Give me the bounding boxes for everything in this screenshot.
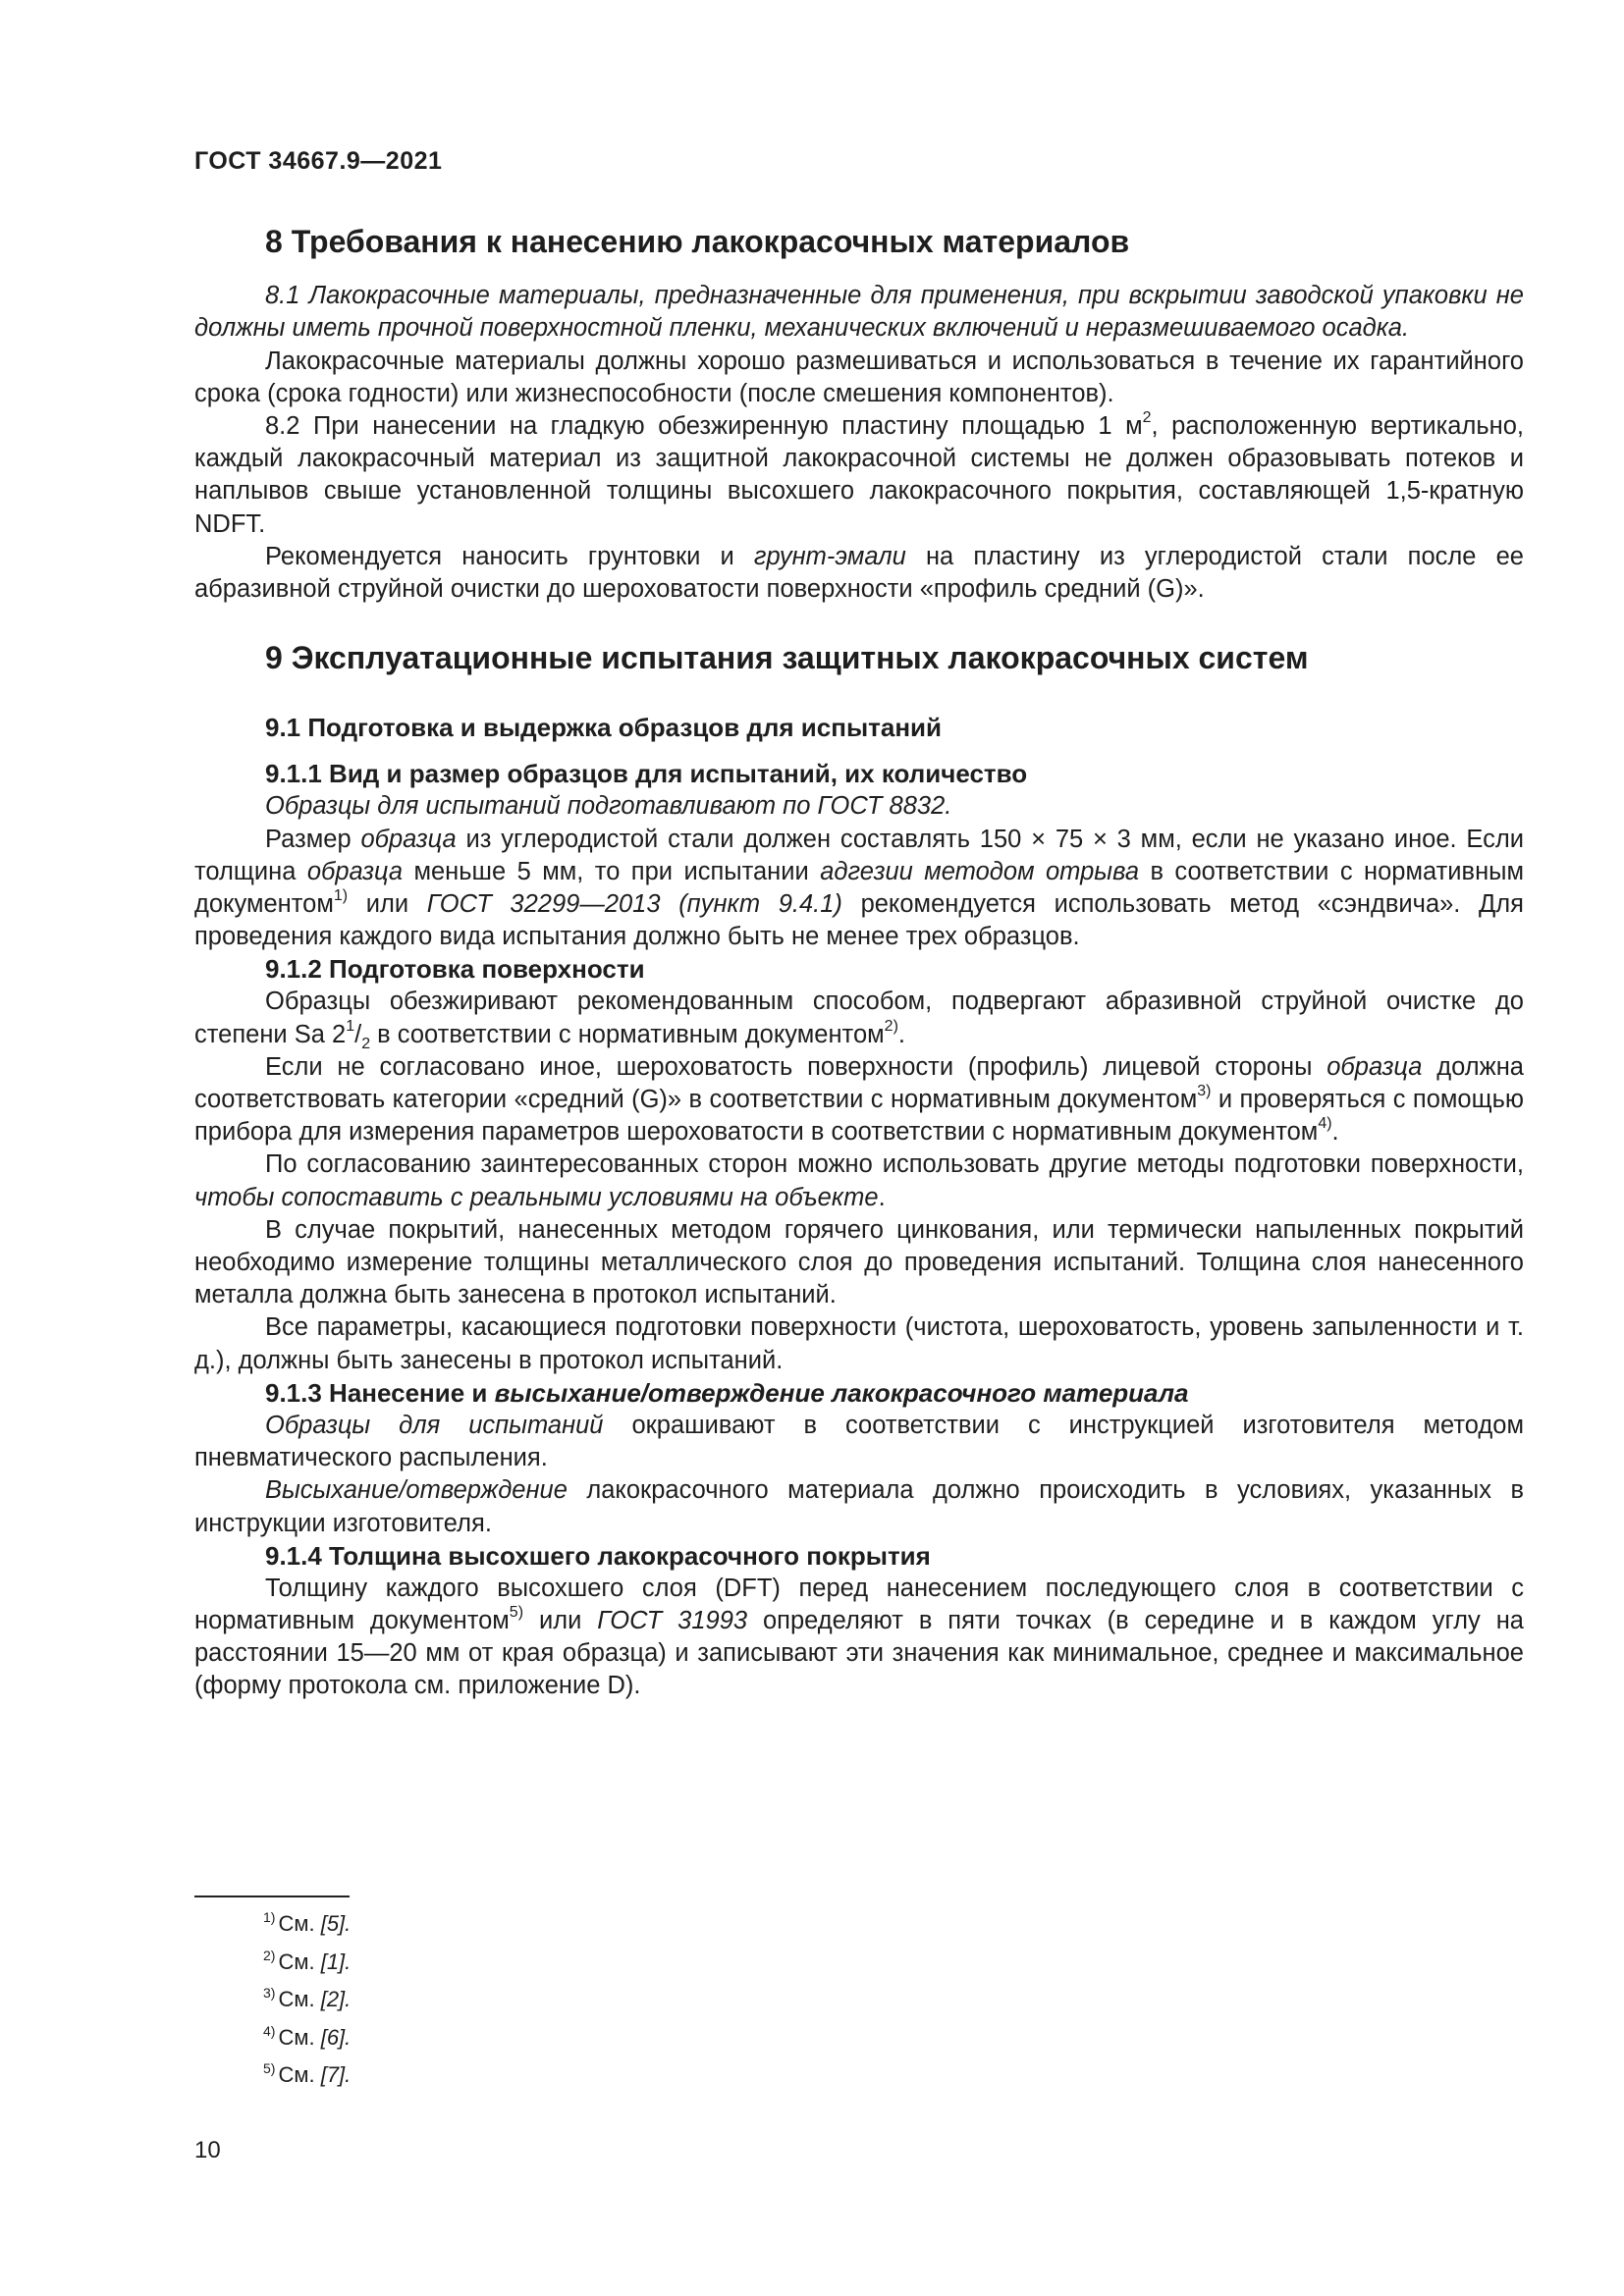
footnote-item: $^{5)}$ См. [7]. — [263, 2060, 352, 2087]
paragraph: Толщину каждого высохшего слоя (DFT) перед нанесением последующего слоя в соответствии с нормативным документом$^{5)}$ или ГОСТ 31993 определяют в пяти точках (в середине и в каждом углу на расстоянии 15—20 мм от края образца) и записывают эти значения как минимальное, среднее и максимальное (форму протокола см. приложение D). — [194, 1574, 1524, 1700]
subsection-9-1-3-title: 9.1.3 Нанесение и высыхание/отверждение лакокрасочного материала — [265, 1377, 1189, 1408]
footnotes — [263, 1905, 351, 2095]
paragraph: Лакокрасочные материалы должны хорошо размешиваться и использоваться в течение их гарантийного срока (срока годности) или жизнеспособности (после смешения компонентов). — [194, 347, 1524, 407]
footnote-item: $^{4)}$ См. [6]. — [263, 2022, 352, 2050]
paragraph: Рекомендуется наносить грунтовки и грунт-эмали на пластину из углеродистой стали после ее абразивной струйной очистки до шероховатости поверхности «профиль средний (G)». — [194, 542, 1524, 604]
footnote-reference: [5]. — [320, 1911, 352, 1936]
footnote-item: $^{3)}$ См. [2]. — [263, 1985, 352, 2011]
document-id-header: ГОСТ 34667.9—2021 — [194, 147, 443, 175]
paragraph: Образцы обезжиривают рекомендованным способом, подвергают абразивной струйной очистке до степени Sa $2^1/_2$ в соответствии с нормативным документом$^{2)}$. — [194, 988, 1524, 1052]
page-number: 10 — [194, 2137, 221, 2163]
section-8-title: 8 Требования к нанесению лакокрасочных материалов — [265, 224, 1130, 259]
clause-8-2-text: 8.2 При нанесении на гладкую обезжиренную пластину площадью 1 $м^2$, расположенную вертикально, каждый лакокрасочный материал из защитной лакокрасочной системы не должен образовывать потеков и наплывов свыше установленной толщины высохшего лакокрасочного покрытия, составляющей 1,5-кратную NDFT. — [194, 409, 1524, 538]
footnote-item: $^{2)}$ См. [1]. — [263, 1947, 352, 1974]
subsection-9-1-2-title: 9.1.2 Подготовка поверхности — [265, 954, 645, 985]
paragraph: Высыхание/отверждение лакокрасочного материала должно происходить в условиях, указанных в инструкции изготовителя. — [194, 1476, 1524, 1537]
main-content — [194, 226, 1524, 1703]
paragraph: Образцы для испытаний окрашивают в соответствии с инструкцией изготовителя методом пневматического распыления. — [194, 1411, 1524, 1472]
subsection-9-1-title: 9.1 Подготовка и выдержка образцов для испытаний — [265, 713, 943, 743]
clause-8-1-text: 8.1 Лакокрасочные материалы, предназначенные для применения, при вскрытии заводской упаковки не должны иметь прочной поверхностной пленки, механических включений и неразмешиваемого осадка. — [194, 282, 1524, 343]
paragraph: Все параметры, касающиеся подготовки поверхности (чистота, шероховатость, уровень запыленности и т. д.), должны быть занесены в протокол испытаний. — [194, 1313, 1524, 1374]
paragraph: В случае покрытий, нанесенных методом горячего цинкования, или термически напыленных покрытий необходимо измерение толщины металлического слоя до проведения испытаний. Толщина слоя нанесенного металла должна быть занесена в протокол испытаний. — [194, 1215, 1524, 1309]
paragraph: Образцы для испытаний подготавливают по ГОСТ 8832. — [265, 792, 952, 821]
paragraph: По согласованию заинтересованных сторон можно использовать другие методы подготовки поверхности, чтобы сопоставить с реальными условиями на объекте. — [194, 1150, 1524, 1211]
subsection-9-1-1-title: 9.1.1 Вид и размер образцов для испытаний, их количество — [265, 759, 1028, 789]
paragraph: Размер образца из углеродистой стали должен составлять 150 × 75 × 3 мм, если не указано иное. Если толщина образца меньше 5 мм, то при испытании адгезии методом отрыва в соответствии с нормативным документом$^{1)}$ или ГОСТ 32299—2013 (пункт 9.4.1) рекомендуется использовать метод «сэндвича». Для проведения каждого вида испытания должно быть не менее трех образцов. — [194, 825, 1525, 951]
footnote-reference: [7]. — [320, 2062, 352, 2087]
footnote-item: $^{1)}$ См. [5]. — [263, 1909, 352, 1936]
footnote-divider — [194, 1896, 350, 1897]
footnote-reference: [2]. — [320, 1987, 352, 2011]
footnote-reference: [6]. — [320, 2024, 352, 2050]
footnote-reference: [1]. — [320, 1949, 352, 1974]
paragraph: Если не согласовано иное, шероховатость поверхности (профиль) лицевой стороны образца должна соответствовать категории «средний (G)» в соответствии с нормативным документом$^{3)}$ и проверяться с помощью прибора для измерения параметров шероховатости в соответствии с нормативным документом$^{4)}$. — [194, 1052, 1524, 1147]
section-9-title: 9 Эксплуатационные испытания защитных лакокрасочных систем — [265, 640, 1309, 676]
subsection-9-1-4-title: 9.1.4 Толщина высохшего лакокрасочного покрытия — [265, 1540, 931, 1571]
